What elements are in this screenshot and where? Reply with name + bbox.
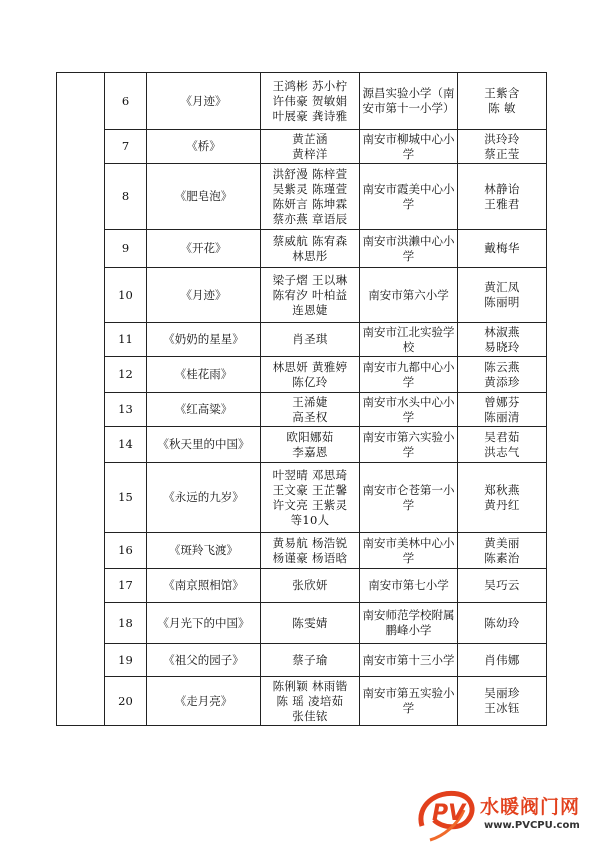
student-names: 陈雯婧 [261,603,360,644]
watermark-title: 水暖阀门网 [480,796,581,818]
work-title: 《肥皂泡》 [147,164,261,230]
row-number: 15 [105,463,147,533]
school-name: 南安市九都中心小学 [360,357,458,393]
row-number: 11 [105,323,147,357]
work-title: 《桂花雨》 [147,357,261,393]
watermark-logo-icon [414,786,478,844]
svg-text:PV: PV [432,801,466,826]
work-title: 《祖父的园子》 [147,644,261,677]
student-names: 陈俐颖 林雨锴 陈 瑶 凌培茹 张佳铱 [261,677,360,726]
row-number: 13 [105,393,147,427]
row-number: 18 [105,603,147,644]
teacher-names: 曾娜芬 陈丽清 [458,393,547,427]
table-row [57,73,547,130]
row-number: 8 [105,164,147,230]
row-number: 10 [105,268,147,323]
work-title: 《月迹》 [147,268,261,323]
student-names: 蔡威航 陈宥森 林思彤 [261,230,360,268]
table-row [57,603,547,644]
school-name: 南安市霞美中心小学 [360,164,458,230]
table-row [57,393,547,427]
school-name: 南安市洪濑中心小学 [360,230,458,268]
work-title: 《月光下的中国》 [147,603,261,644]
teacher-names: 吴丽珍 王冰钰 [458,677,547,726]
table-row [57,533,547,569]
teacher-names: 吴巧云 [458,569,547,603]
student-names: 肖圣琪 [261,323,360,357]
row-number: 19 [105,644,147,677]
work-title: 《永远的九岁》 [147,463,261,533]
student-names: 王浠婕 高圣权 [261,393,360,427]
school-name: 南安市水头中心小学 [360,393,458,427]
student-names: 蔡子瑜 [261,644,360,677]
row-number: 16 [105,533,147,569]
watermark-logo [414,786,478,844]
student-names: 王鸿彬 苏小柠 许伟豪 贺敏娟 叶展豪 龚诗雅 [261,73,360,130]
teacher-names: 戴梅华 [458,230,547,268]
school-name: 南安市第十三小学 [360,644,458,677]
row-number: 17 [105,569,147,603]
student-names: 林思妍 黄雅婷 陈亿玲 [261,357,360,393]
row-number: 6 [105,73,147,130]
table-row [57,230,547,268]
table-row [57,268,547,323]
teacher-names: 林静诒 王雅君 [458,164,547,230]
school-name: 南安市仑苍第一小学 [360,463,458,533]
awards-table-body [57,73,547,726]
row-number: 20 [105,677,147,726]
teacher-names: 陈幼玲 [458,603,547,644]
student-names: 黄芷涵 黄梓洋 [261,130,360,164]
table-row [57,677,547,726]
teacher-names: 林淑燕 易晓玲 [458,323,547,357]
table-row [57,164,547,230]
row-number: 9 [105,230,147,268]
school-name: 南安市第六实验小学 [360,427,458,463]
student-names: 张欣妍 [261,569,360,603]
row-number: 14 [105,427,147,463]
school-name: 南安市第五实验小学 [360,677,458,726]
table-row [57,357,547,393]
table-row [57,130,547,164]
teacher-names: 王紫含 陈 敏 [458,73,547,130]
work-title: 《桥》 [147,130,261,164]
awards-table [56,72,547,726]
group-cell [57,73,105,726]
school-name: 南安市柳城中心小学 [360,130,458,164]
school-name: 南安市第七小学 [360,569,458,603]
work-title: 《秋天里的中国》 [147,427,261,463]
student-names: 欧阳娜茹 李嘉恩 [261,427,360,463]
work-title: 《开花》 [147,230,261,268]
student-names: 梁子熠 王以琳 陈宥汐 叶柏益 连恩婕 [261,268,360,323]
student-names: 叶翌晴 邓思琦 王文豪 王芷馨 许文亮 王紫灵 等10人 [261,463,360,533]
work-title: 《南京照相馆》 [147,569,261,603]
row-number: 7 [105,130,147,164]
table-row [57,463,547,533]
teacher-names: 陈云燕 黄添珍 [458,357,547,393]
watermark-url: www.PVCPU.com [484,820,580,831]
teacher-names: 吴君茹 洪志气 [458,427,547,463]
table-row [57,644,547,677]
work-title: 《奶奶的星星》 [147,323,261,357]
row-number: 12 [105,357,147,393]
table-row [57,323,547,357]
school-name: 南安市美林中心小学 [360,533,458,569]
table-row [57,427,547,463]
work-title: 《走月亮》 [147,677,261,726]
table-row [57,569,547,603]
school-name: 南安师范学校附属鹏峰小学 [360,603,458,644]
work-title: 《红高粱》 [147,393,261,427]
teacher-names: 黄汇凤 陈丽明 [458,268,547,323]
teacher-names: 洪玲玲 蔡正莹 [458,130,547,164]
work-title: 《月迹》 [147,73,261,130]
teacher-names: 肖伟娜 [458,644,547,677]
work-title: 《斑羚飞渡》 [147,533,261,569]
school-name: 源昌实验小学（南安市第十一小学） [360,73,458,130]
teacher-names: 黄美丽 陈素治 [458,533,547,569]
student-names: 黄易航 杨浩锐 杨谨豪 杨语晗 [261,533,360,569]
school-name: 南安市第六小学 [360,268,458,323]
teacher-names: 郑秋燕 黄丹红 [458,463,547,533]
school-name: 南安市江北实验学校 [360,323,458,357]
student-names: 洪舒漫 陈梓萱 吴紫灵 陈瑾萱 陈妍言 陈坤霖 蔡亦燕 章语辰 [261,164,360,230]
